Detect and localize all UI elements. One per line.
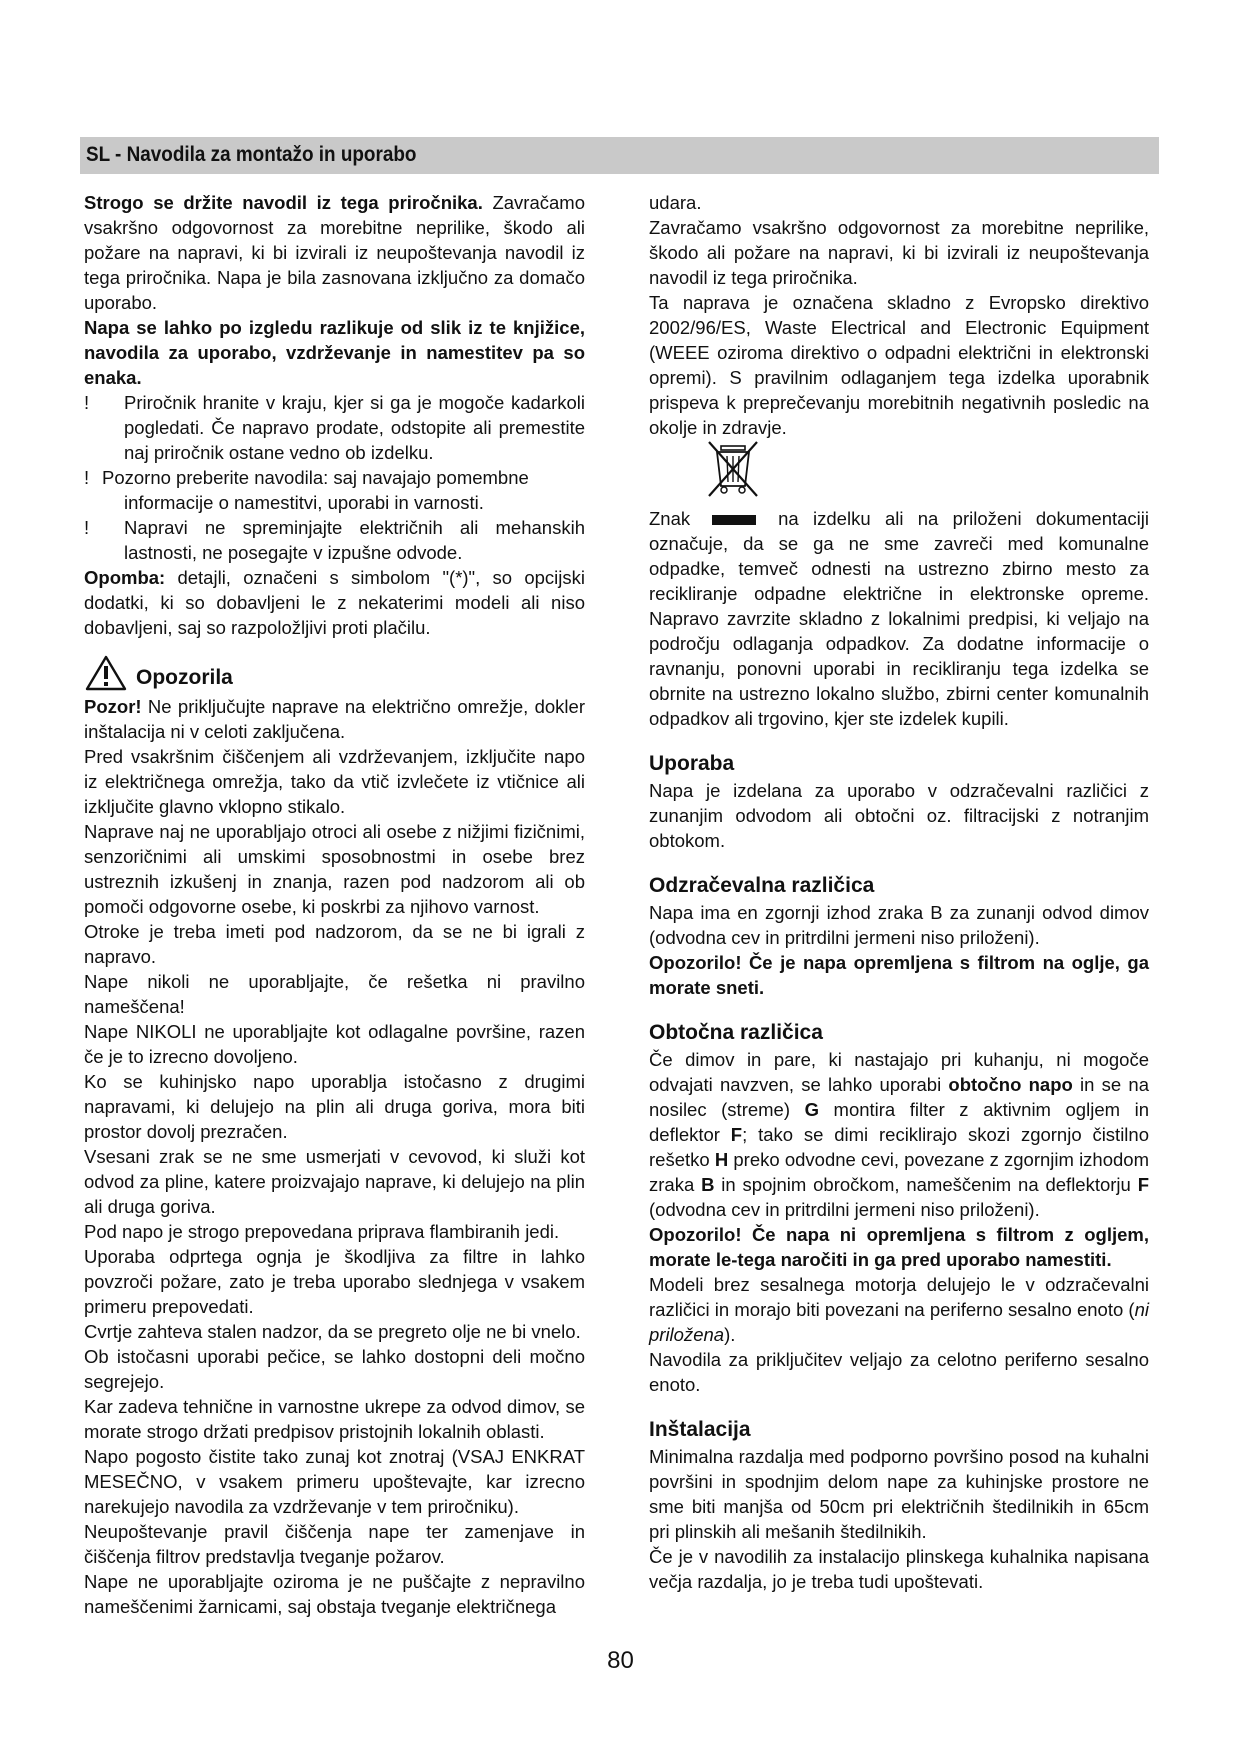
warning-paragraph: Neupoštevanje pravil čiščenja nape ter zamenjave in čiščenja filtrov predstavlja tveganje požarov. [84, 1521, 585, 1567]
bullet-text-continued: informacije o namestitvi, uporabi in varnosti. [124, 492, 484, 513]
note-paragraph [84, 565, 585, 640]
text-run: montira filter z aktivnim ogljem in deflektor [649, 1099, 1149, 1145]
bold-run: F [1137, 1174, 1149, 1195]
bullet-item [84, 515, 585, 565]
warning-paragraph: Otroke je treba imeti pod nadzorom, da se ne bi igrali z napravo. [84, 921, 585, 967]
text-run: preko odvodne cevi, povezane z zgornjim izhodom zraka [649, 1149, 1149, 1195]
pozor-label: Pozor! [84, 696, 142, 717]
bullet-text: Pozorno preberite navodila: saj navajajo pomembne [102, 467, 529, 488]
bullet-mark: ! [84, 392, 90, 413]
warning-paragraph: Vsesani zrak se ne sme usmerjati v cevovod, ki služi kot odvod za pline, katere proizvajajo naprave, ki delujejo na plin ali druga goriva. [84, 1146, 585, 1217]
section-title-odzracevalna: Odzračevalna različica [649, 874, 875, 897]
text-run: ; tako se dimi reciklirajo skozi zgornjo čistilno rešetko [649, 1124, 1149, 1170]
left-column [84, 190, 585, 1619]
continued-paragraph: udara. [649, 192, 702, 213]
pozor-text: Ne priključujte naprave na električno omrežje, dokler inštalacija ni v celoti zaključena. [84, 696, 585, 742]
crossed-bin-icon [703, 440, 763, 502]
text-run: (odvodna cev in pritrdilni jermeni niso priloženi). [649, 1199, 1040, 1220]
text-run: ). [724, 1324, 736, 1345]
weee-paragraph: Ta naprava je označena skladno z Evropsko direktivo 2002/96/ES, Waste Electrical and Electronic Equipment (WEEE oziroma direktivo o odpadni električni in elektronski opremi). S pravilnim odlaganjem tega izdelka uporabnik prispeva k preprečevanju morebitnih negativnih posledic na okolje in zdravje. [649, 292, 1149, 438]
obtocna-paragraph [649, 1047, 1149, 1222]
intro-bold-paragraph: Napa se lahko po izgledu razlikuje od slik iz te knjižice, navodila za uporabo, vzdrževanje in namestitev pa so enaka. [84, 317, 585, 388]
warning-paragraph: Nape nikoli ne uporabljajte, če rešetka ni pravilno nameščena! [84, 971, 585, 1017]
section-title-uporaba: Uporaba [649, 752, 735, 775]
obtocna-warning: Opozorilo! Če napa ni opremljena s filtrom z ogljem, morate le-tega naročiti in ga pred uporabo namestiti. [649, 1224, 1149, 1270]
bold-run: F [730, 1124, 743, 1145]
warning-paragraph: Pred vsakršnim čiščenjem ali vzdrževanjem, izključite napo iz električnega omrežja, tako da vtič izvlečete iz vtičnice ali izključite glavno vklopno stikalo. [84, 746, 585, 817]
instalacija-paragraph: Če je v navodilih za instalacijo plinskega kuhalnika napisana večja razdalja, jo je treba tudi upoštevati. [649, 1546, 1149, 1592]
bullet-item [84, 390, 585, 465]
disclaimer-paragraph: Zavračamo vsakršno odgovornost za morebitne neprilike, škodo ali požare na napravi, ki bi izvirali iz neupoštevanja navodil iz tega priročnika. [649, 217, 1149, 288]
warning-paragraph: Nape NIKOLI ne uporabljajte kot odlagalne površine, razen če je to izrecno dovoljeno. [84, 1021, 585, 1067]
odzracevalna-warning: Opozorilo! Če je napa opremljena s filtrom na oglje, ga morate sneti. [649, 952, 1149, 998]
text-run: in spojnim obročkom, nameščenim na deflektorju [714, 1174, 1138, 1195]
right-column [649, 190, 1149, 1594]
warning-paragraph: Kar zadeva tehnične in varnostne ukrepe za odvod dimov, se morate strogo držati predpisov pristojnih lokalnih oblasti. [84, 1396, 585, 1442]
warning-paragraph: Uporaba odprtega ognja je škodljiva za filtre in lahko povzroči požare, zato je treba uporabo slednjega v vsakem primeru prepovedati. [84, 1246, 585, 1317]
warning-paragraph: Ob istočasni uporabi pečice, se lahko dostopni deli močno segrejejo. [84, 1346, 585, 1392]
warning-paragraph: Cvrtje zahteva stalen nadzor, da se pregreto olje ne bi vnelo. [84, 1321, 581, 1342]
warnings-heading [84, 654, 585, 692]
bullet-item [84, 465, 585, 515]
text-run: Modeli brez sesalnega motorja delujejo le v odzračevalni različici in morajo biti povezani na periferno sesalno enoto ( [649, 1274, 1149, 1320]
uporaba-paragraph: Napa je izdelana za uporabo v odzračevalni različici z zunanjim odvodom ali obtočni oz. filtracijski z notranjim obtokom. [649, 780, 1149, 851]
warning-paragraph: Pod napo je strogo prepovedana priprava flambiranih jedi. [84, 1221, 560, 1242]
odzracevalna-paragraph: Napa ima en zgornji izhod zraka B za zunanji odvod dimov (odvodna cev in pritrdilni jermeni niso priloženi). [649, 902, 1149, 948]
section-header-bar [80, 137, 1159, 174]
warning-paragraph: Naprave naj ne uporabljajo otroci ali osebe z nižjimi fizičnimi, senzoričnimi ali umskimi sposobnostmi in osebe brez ustreznih izkušenj in znanja, razen pod nadzorom ali ob pomoči odgovorne osebe, ki poskrbi za njihovo varnost. [84, 821, 585, 917]
intro-bold: Strogo se držite navodil iz tega priročnika. [84, 192, 483, 213]
italic-run: ni priložena [649, 1299, 1149, 1345]
page-number: 80 [607, 1647, 634, 1674]
note-text: detajli, označeni s simbolom "(*)", so opcijski dodatki, ki so dobavljeni le z nekaterimi modeli ali niso dobavljeni, saj so razpoložljivi proti plačilu. [84, 567, 585, 638]
bullet-text: Napravi ne spreminjajte električnih ali mehanskih lastnosti, ne posegajte v izpušne odvode. [124, 517, 585, 563]
warning-paragraph: Ko se kuhinjsko napo uporablja istočasno z drugimi napravami, ki delujejo na plin ali druga goriva, mora biti prostor dovolj prezračen. [84, 1071, 585, 1142]
models-paragraph [649, 1272, 1149, 1347]
bullet-mark: ! [84, 467, 90, 488]
warning-paragraph: Napo pogosto čistite tako zunaj kot znotraj (VSAJ ENKRAT MESEČNO, v vsakem primeru upoštevajte, kar izrecno narekujejo navodila za vzdrževanje v tem priročniku). [84, 1446, 585, 1517]
bold-run: obtočno napo [948, 1074, 1073, 1095]
bold-run: G [804, 1099, 819, 1120]
instalacija-paragraph: Minimalna razdalja med podporno površino posod na kuhalni površini in spodnjim delom nape za kuhinjske prostore ne sme biti manjša od 50cm pri električnih štedilnikih in 65cm pri plinskih ali mešanih štedilnikih. [649, 1446, 1149, 1542]
section-title-instalacija: Inštalacija [649, 1418, 751, 1441]
section-title-obtocna: Obtočna različica [649, 1021, 823, 1044]
text-run: in se na nosilec (streme) [649, 1074, 1149, 1120]
intro-text: Zavračamo vsakršno odgovornost za morebitne neprilike, škodo ali požare na napravi, ki bi izvirali iz neupoštevanja navodil iz tega priročnika. Napa je bila zasnovana izključno za domačo uporabo. [84, 192, 585, 313]
intro-paragraph [84, 190, 585, 315]
text-run: Če dimov in pare, ki nastajajo pri kuhanju, ni mogoče odvajati navzven, se lahko uporabi [649, 1049, 1149, 1095]
connection-paragraph: Navodila za priključitev veljajo za celotno periferno sesalno enoto. [649, 1349, 1149, 1395]
znak-paragraph [649, 506, 1149, 731]
bold-run: H [714, 1149, 729, 1170]
bold-run: B [701, 1174, 715, 1195]
black-bar-symbol [712, 515, 756, 525]
warnings-title: Opozorila [136, 666, 233, 689]
pozor-paragraph [84, 694, 585, 744]
znak-text: na izdelku ali na priloženi dokumentaciji označuje, da se ga ne sme zavreči med komunalne odpadke, temveč odnesti na ustrezno zbirno mesto za recikliranje odpadne električne in elektronske opreme. Napravo zavrzite skladno z lokalnimi predpisi, ki veljajo na področju odlaganja odpadkov. Za dodatne informacije o ravnanju, ponovni uporabi in recikliranju tega izdelka se obrnite na ustrezno lokalno službo, zbirni center komunalnih odpadkov ali trgovino, kjer ste izdelek kupili. [649, 508, 1149, 729]
znak-word: Znak [649, 508, 691, 529]
bullet-text: Priročnik hranite v kraju, kjer si ga je mogoče kadarkoli pogledati. Če napravo prodate, odstopite ali premestite naj priročnik ostane vedno ob izdelku. [124, 392, 585, 463]
weee-symbol-block [649, 440, 1149, 506]
warning-paragraph: Nape ne uporabljajte oziroma je ne puščajte z nepravilno nameščenimi žarnicami, saj obstaja tveganje električnega [84, 1571, 585, 1617]
page-title: SL - Navodila za montažo in uporabo [86, 143, 417, 166]
warning-triangle-icon [84, 654, 128, 692]
bullet-mark: ! [84, 517, 90, 538]
note-label: Opomba: [84, 567, 166, 588]
